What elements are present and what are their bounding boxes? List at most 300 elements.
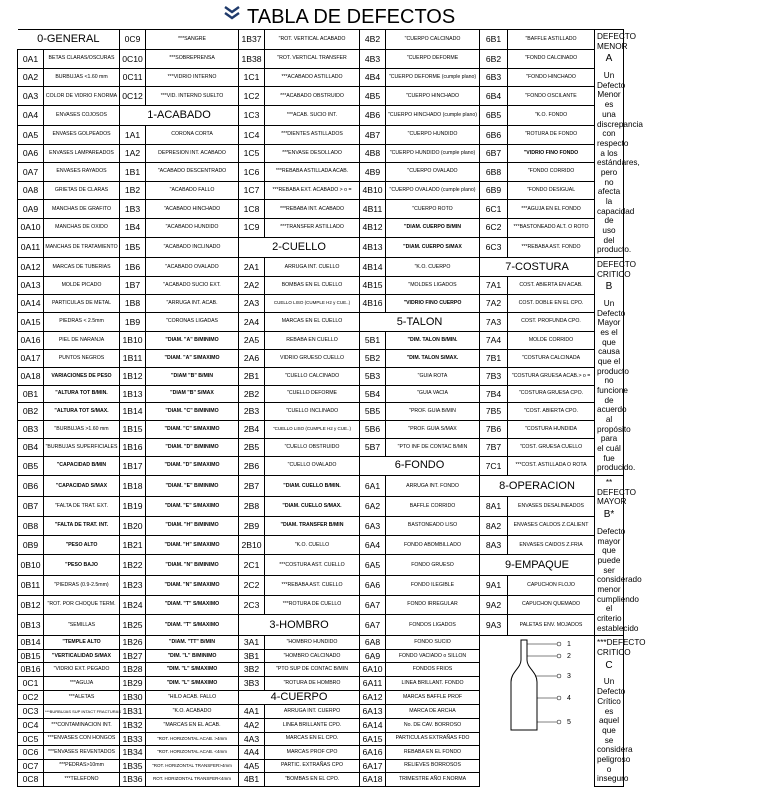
defect-code: 0B15 — [18, 649, 44, 663]
defect-description: "VERTICALIDAD S/MAX — [44, 649, 120, 663]
defect-code: 7B6 — [480, 421, 508, 439]
defect-code: 1B14 — [120, 403, 146, 421]
defect-description: ***ENVASES REVENTADOS — [44, 746, 120, 760]
defect-code: 1B16 — [120, 438, 146, 456]
defect-description: "VIDRIO FINO FONDO — [508, 144, 595, 163]
defect-code: 8A2 — [480, 516, 508, 535]
defect-code: 2A3 — [239, 295, 265, 313]
defect-description: "DIAM. "C" S/MAXIMO — [146, 421, 239, 439]
defect-description: ROT. HORIZONTAL TRANSFER<4mm — [146, 773, 239, 787]
defect-code: 1C6 — [239, 163, 265, 182]
legend-description: Un Defecto Mayor es el que causa que el producto no funcione de acuerdo al propósito para el cuál fue producido. — [597, 299, 636, 473]
table-row — [18, 732, 761, 746]
defect-code: 7A4 — [480, 332, 508, 350]
defect-legend-major-star — [595, 476, 642, 636]
defect-code: 0B11 — [18, 576, 44, 595]
defect-code: 7B3 — [480, 367, 508, 385]
defect-code: 4B4 — [360, 68, 386, 87]
defect-description: "COSTURA GRUESA ACAB.> o = — [508, 367, 595, 385]
defect-code: 2B9 — [239, 516, 265, 535]
defect-code: 0A13 — [18, 277, 44, 295]
defect-description: RELIEVES BORROSOS — [386, 759, 480, 773]
defect-code: 6A9 — [360, 649, 386, 663]
defect-code: 0B13 — [18, 615, 44, 636]
defect-code: 6B3 — [480, 68, 508, 87]
table-row — [18, 773, 761, 787]
defect-description: CUELLO LISO (CUMPLE H2 y CUE..) — [265, 295, 360, 313]
defect-code: 1C8 — [239, 200, 265, 219]
table-row — [18, 615, 761, 636]
defect-description: "VIDRIO FINO CUERPO — [386, 295, 480, 313]
defect-code: 4B8 — [360, 144, 386, 163]
defect-description: FONDOS LIGADOS — [386, 615, 480, 636]
defect-description: ***BASTONEADO ALT. O ROTO — [508, 219, 595, 238]
table-row — [18, 87, 761, 106]
defect-description: ENVASES CAIDOS Z.FRIA — [508, 535, 595, 554]
defect-description: PARTICULAS DE METAL — [44, 295, 120, 313]
defect-description: "CUELLO INCLINADO — [265, 403, 360, 421]
defect-description: BURBUJAS <1.60 mm — [44, 68, 120, 87]
defect-code: 2B10 — [239, 535, 265, 554]
defect-code: 6A4 — [360, 535, 386, 554]
defect-code: 1B33 — [120, 732, 146, 746]
defect-code: 3B2 — [239, 663, 265, 677]
defect-code: 7B1 — [480, 350, 508, 368]
defect-description: "FALTA DE TRAT. INT. — [44, 516, 120, 535]
defect-code: 0B6 — [18, 476, 44, 497]
defect-code: 6A6 — [360, 576, 386, 595]
defect-code: 1B2 — [120, 181, 146, 200]
defect-description: ***TELEFONO — [44, 773, 120, 787]
defect-description: FONDO VACIADO o SILLON — [386, 649, 480, 663]
defect-code: 9A3 — [480, 615, 508, 636]
defect-description: "ACABADO HUNDIDO — [146, 219, 239, 238]
defect-code: 2B8 — [239, 497, 265, 516]
defect-code: 1B11 — [120, 350, 146, 368]
defect-code: 1B31 — [120, 705, 146, 719]
defect-code: 2C2 — [239, 576, 265, 595]
defect-description: PUNTOS NEGROS — [44, 350, 120, 368]
defect-code: 1B18 — [120, 476, 146, 497]
defect-code: 1B37 — [239, 30, 265, 50]
defect-code: 0A5 — [18, 126, 44, 145]
defect-description: "CUERPO HUNDIDO — [386, 126, 480, 145]
defect-description: "FONDO CORRIDO — [508, 163, 595, 182]
defect-code: 6A5 — [360, 555, 386, 576]
defect-description: "CUELLO OBSTRUIDO — [265, 438, 360, 456]
defect-description: "DIAM. "N" S/MAXIMO — [146, 576, 239, 595]
defect-code: 7A2 — [480, 295, 508, 313]
defect-code: 2A2 — [239, 277, 265, 295]
defect-code: 6B6 — [480, 126, 508, 145]
defect-code: 1C1 — [239, 68, 265, 87]
defect-description: ***CONTAMINACION INT. — [44, 718, 120, 732]
defect-description: FONDO ABOMBILLADO — [386, 535, 480, 554]
defect-description: "DIAM. CUELLO B/MIN. — [265, 476, 360, 497]
defect-description: ***SOBREPRENSA — [146, 50, 239, 69]
defect-code: 1B12 — [120, 367, 146, 385]
defect-code: 6A16 — [360, 746, 386, 760]
defect-description: PIEDRAS < 2.5mm — [44, 312, 120, 331]
defect-code: 5B2 — [360, 350, 386, 368]
defect-description: ***ALETAS — [44, 690, 120, 705]
defect-code: 2B4 — [239, 421, 265, 439]
bottle-diagram-cell — [480, 636, 595, 773]
defect-code: 6B7 — [480, 144, 508, 163]
defect-code: 2B5 — [239, 438, 265, 456]
defect-description: CORONA CORTA — [146, 126, 239, 145]
defect-code: 6A3 — [360, 516, 386, 535]
defect-description: FONDO SUCIO — [386, 636, 480, 650]
defect-code: 0B5 — [18, 456, 44, 475]
defect-description: "ROT. VERTICAL ACABADO — [265, 30, 360, 50]
defect-code: 0A14 — [18, 295, 44, 313]
defect-code: 0B8 — [18, 516, 44, 535]
defect-code: 4B16 — [360, 295, 386, 313]
defect-code: 0A15 — [18, 312, 44, 331]
defect-code: 0A16 — [18, 332, 44, 350]
defect-code: 0A10 — [18, 219, 44, 238]
defect-code: 1B34 — [120, 746, 146, 760]
defect-description: ***VIDRIO INTERNO — [146, 68, 239, 87]
bottle-label-3: 3 — [567, 673, 571, 681]
defect-code: 2B6 — [239, 456, 265, 475]
defect-description: "COSTURA GRUESA CPO. — [508, 385, 595, 403]
defect-description: ENVASES COJOSOS — [44, 105, 120, 125]
defect-description: "ACABADO HINCHADO — [146, 200, 239, 219]
defect-description: "HOMBRO CALCINADO — [265, 649, 360, 663]
section-header: 1-ACABADO — [120, 105, 239, 125]
defect-description: VIDRIO GRUESO CUELLO — [265, 350, 360, 368]
defect-code: 2C1 — [239, 555, 265, 576]
defect-description: COLOR DE VIDRIO F.NORMA — [44, 87, 120, 106]
defect-description: "DIAM. "A" B/MINIMO — [146, 332, 239, 350]
defect-code: 0C10 — [120, 50, 146, 69]
defect-code: 1B35 — [120, 759, 146, 773]
table-row — [18, 535, 761, 554]
defect-code: 4B2 — [360, 30, 386, 50]
defect-description: "K.O. CUELLO — [265, 535, 360, 554]
defect-description: MANCHAS DE OXIDO — [44, 219, 120, 238]
defect-code: 6A15 — [360, 732, 386, 746]
defect-description: ARRUGA INT. FONDO — [386, 476, 480, 497]
defect-description: MARCAS BAFFLE PROF — [386, 690, 480, 705]
defect-code: 1B5 — [120, 237, 146, 257]
section-header: 7-COSTURA — [480, 257, 595, 276]
defect-description: "DIM. "L" S/MAXIMO — [146, 663, 239, 677]
legend-description: Un Defecto Menor es una discrepancia con respecto a los estándares, pero no afecta la capacidad de uso del producto. — [597, 71, 643, 255]
defect-description: "VIDRIO EXT. PEGADO — [44, 663, 120, 677]
defect-description: "K.O. CUERPO — [386, 257, 480, 276]
defect-description: "BURBUJAS >1.60 mm — [44, 421, 120, 439]
defect-code: 5B3 — [360, 367, 386, 385]
table-row — [18, 312, 761, 331]
table-row — [18, 385, 761, 403]
defect-description: "CUERPO DEFORME (cumple plano) — [386, 68, 480, 87]
defect-description: REBABA EN CUELLO — [265, 332, 360, 350]
defect-description: "HOMBRO HUNDIDO — [265, 636, 360, 650]
defect-description: MARCA DE ARCHA — [386, 705, 480, 719]
defect-code: 1B6 — [120, 257, 146, 276]
defect-description: REBABA EN EL FONDO — [386, 746, 480, 760]
section-header: 8-OPERACION — [480, 476, 595, 497]
defects-table — [17, 29, 761, 787]
defect-description: MOLDE PICADO — [44, 277, 120, 295]
defect-description: "CAPACIDAD S/MAX — [44, 476, 120, 497]
defect-description: "COST. ABIERTA CPO. — [508, 403, 595, 421]
section-header: 2-CUELLO — [239, 237, 360, 257]
defect-code: 0C3 — [18, 705, 44, 719]
defect-code: 4B6 — [360, 105, 386, 125]
defect-code: 7A1 — [480, 277, 508, 295]
defect-code: 0A4 — [18, 105, 44, 125]
table-row — [18, 277, 761, 295]
defect-code: 0B16 — [18, 663, 44, 677]
defect-description: "PROF. GUIA B/MIN — [386, 403, 480, 421]
header — [0, 4, 768, 32]
defect-code: 0A3 — [18, 87, 44, 106]
defect-description: "ROTURA DE HOMBRO — [265, 677, 360, 691]
defect-code: 6A11 — [360, 677, 386, 691]
defect-description: "DIAM. "C" B/MINIMO — [146, 403, 239, 421]
defect-description: PIEL DE NARANJA — [44, 332, 120, 350]
defect-description: ***AGUJA — [44, 677, 120, 691]
table-row — [18, 126, 761, 145]
defect-code: 0A9 — [18, 200, 44, 219]
defect-code: 2B3 — [239, 403, 265, 421]
defect-description: BETAS CLARAS/OSCURAS — [44, 50, 120, 69]
defect-description: "DIAM. "H" B/MINIMO — [146, 516, 239, 535]
bottle-label-5: 5 — [567, 719, 571, 727]
defect-description: "CAPACIDAD B/MIN — [44, 456, 120, 475]
defect-code: 5B7 — [360, 438, 386, 456]
table-row — [18, 497, 761, 516]
defect-description: "CUERPO OVALADO — [386, 163, 480, 182]
defect-description: ***ENVASES CON HONGOS — [44, 732, 120, 746]
table-row — [18, 456, 761, 475]
defect-code: 4B10 — [360, 181, 386, 200]
table-row — [18, 595, 761, 614]
defect-description: "SEMILLAS — [44, 615, 120, 636]
defect-description: FONDO IRREGULAR — [386, 595, 480, 614]
defect-description: MANCHAS DE TRATAMIENTO — [44, 237, 120, 257]
defect-code: 7B5 — [480, 403, 508, 421]
legend-heading: ***DEFECTO CRITICO — [597, 638, 646, 658]
legend-heading: DEFECTO CRITICO — [597, 259, 636, 279]
defect-description: COST. PROFUNDA CPO. — [508, 312, 595, 331]
section-header: 4-CUERPO — [239, 690, 360, 705]
defect-description: PARTICULAS EXTRAÑAS FDO — [386, 732, 480, 746]
defect-description: ***AGUJA EN EL FONDO — [508, 200, 595, 219]
defect-description: "CUERPO ROTO — [386, 200, 480, 219]
defect-description: "ROT. POR CHOQUE TERM. — [44, 595, 120, 614]
defect-description: ***ACAB. SUCIO INT. — [265, 105, 360, 125]
table-row — [18, 438, 761, 456]
defect-code: 6A1 — [360, 476, 386, 497]
defect-description: "DIAM. "D" S/MAXIMO — [146, 456, 239, 475]
table-row — [18, 30, 761, 50]
table-row — [18, 50, 761, 69]
defect-code: 1B23 — [120, 576, 146, 595]
defect-description: ***TRANSFER ASTILLADO — [265, 219, 360, 238]
defect-description: "CORONAS LIGADAS — [146, 312, 239, 331]
defect-description: FONDO GRUESO — [386, 555, 480, 576]
defect-description: LINEA BRILLANT. FONDO — [386, 677, 480, 691]
defect-code: 2A6 — [239, 350, 265, 368]
defect-code: 7B7 — [480, 438, 508, 456]
defect-description: "DIM. TALON B/MIN. — [386, 332, 480, 350]
legend-heading: DEFECTO MENOR — [597, 32, 636, 51]
defect-description: "DIAM. "E" S/MAXIMO — [146, 497, 239, 516]
defect-code: 5B5 — [360, 403, 386, 421]
table-row — [18, 350, 761, 368]
defect-description: "ACABADO OVALADO — [146, 257, 239, 276]
defect-description: MOLDE CORRIDO — [508, 332, 595, 350]
defect-description: MARCAS DE TUBERIAS — [44, 257, 120, 276]
defect-code: 1C7 — [239, 181, 265, 200]
defect-code: 0B14 — [18, 636, 44, 650]
page-title: TABLA DE DEFECTOS — [247, 6, 456, 28]
defect-code: 1B19 — [120, 497, 146, 516]
defect-code: 0A1 — [18, 50, 44, 69]
defect-code: 0C9 — [120, 30, 146, 50]
defect-code: 0C8 — [18, 773, 44, 787]
defect-code: 6B4 — [480, 87, 508, 106]
defect-description: "DIAM. CUELLO S/MAX. — [265, 497, 360, 516]
defect-code: 7A3 — [480, 312, 508, 331]
defect-description: "CUELLO DEFORME — [265, 385, 360, 403]
defect-code: 0A2 — [18, 68, 44, 87]
defect-code: 1B21 — [120, 535, 146, 554]
defect-code: 2C3 — [239, 595, 265, 614]
defect-description: "K.O. FONDO — [508, 105, 595, 125]
table-row — [18, 332, 761, 350]
table-row — [18, 200, 761, 219]
defect-code: 4A1 — [239, 705, 265, 719]
defect-description: "PROF. GUIA S/MAX — [386, 421, 480, 439]
table-row — [18, 105, 761, 125]
table-row — [18, 677, 761, 691]
defect-description: "CUELLO CALCINADO — [265, 367, 360, 385]
bottle-outline — [511, 640, 537, 730]
defect-code: 6A13 — [360, 705, 386, 719]
defect-code: 9A2 — [480, 595, 508, 614]
defect-description: CAPUCHON QUEMADO — [508, 595, 595, 614]
table-row — [18, 295, 761, 313]
defect-description: "PIEDRAS (0.9-2.5mm) — [44, 576, 120, 595]
defect-code: 0B10 — [18, 555, 44, 576]
defect-code: 0C1 — [18, 677, 44, 691]
defect-description: ARRUGA INT. CUELLO — [265, 257, 360, 276]
defect-description: "PTO INF DE CONTAC B/MIN — [386, 438, 480, 456]
defect-description: "TEMPLE ALTO — [44, 636, 120, 650]
defect-description: "CUERPO HUNDIDO (cumple plano) — [386, 144, 480, 163]
defect-description: ***BURBUJAS SUP INTACT FRACTURAS — [44, 705, 120, 719]
defect-description: "DIAM. TRANSFER B/MIN — [265, 516, 360, 535]
defect-description: "COST. GRUESA CUELLO — [508, 438, 595, 456]
defect-code: 6A17 — [360, 759, 386, 773]
defect-description: "MARCAS EN EL ACAB. — [146, 718, 239, 732]
defect-code: 4A4 — [239, 746, 265, 760]
defect-description: COST. ABIERTA EN ACAB. — [508, 277, 595, 295]
defect-code: 6A10 — [360, 663, 386, 677]
table-row — [18, 144, 761, 163]
defect-description: ***ROTURA DE CUELLO — [265, 595, 360, 614]
defect-code: 6A8 — [360, 636, 386, 650]
defect-code: 0B3 — [18, 421, 44, 439]
defect-code: 1A2 — [120, 144, 146, 163]
defect-code: 6B8 — [480, 163, 508, 182]
defect-description: "DIAM. CUERPO B/MIN — [386, 219, 480, 238]
defect-description: "CUELLO LISO (CUMPLE H2 y CUE..) — [265, 421, 360, 439]
defect-description: "BOMBAS EN EL CPO. — [265, 773, 360, 787]
defect-description: "DIM. TALON S/MAX. — [386, 350, 480, 368]
defect-code: 4B15 — [360, 277, 386, 295]
defect-code: 6A12 — [360, 690, 386, 705]
defect-code: 6C1 — [480, 200, 508, 219]
section-header: 5-TALON — [360, 312, 480, 331]
defect-description: "CUELLO OVALADO — [265, 456, 360, 475]
defect-description: ***REBABA AST. CUELLO — [265, 576, 360, 595]
defect-code: 1B13 — [120, 385, 146, 403]
defect-code: 1B32 — [120, 718, 146, 732]
defect-code: 6B1 — [480, 30, 508, 50]
defect-code: 1B24 — [120, 595, 146, 614]
defect-description: "DIAM. "T" S/MAXIMO — [146, 615, 239, 636]
defect-code: 0B4 — [18, 438, 44, 456]
defect-code: 4B7 — [360, 126, 386, 145]
defect-description: "PESO BAJO — [44, 555, 120, 576]
defect-code: 6B5 — [480, 105, 508, 125]
table-row — [18, 476, 761, 497]
defect-description: "K.O. ACABADO — [146, 705, 239, 719]
chevron-down-icon — [224, 6, 240, 20]
defect-description: ***REBABA ASTILLADA ACAB. — [265, 163, 360, 182]
defect-code: 9A1 — [480, 576, 508, 595]
defect-description: ***REBABA EXT. ACABADO > o = — [265, 181, 360, 200]
defect-code: 0C12 — [120, 87, 146, 106]
defect-code: 0A17 — [18, 350, 44, 368]
table-row — [18, 257, 761, 276]
legend-letter: C — [605, 659, 613, 671]
table-row — [18, 163, 761, 182]
defect-code: 8A1 — [480, 497, 508, 516]
defect-code: 0A7 — [18, 163, 44, 182]
defect-code: 0A18 — [18, 367, 44, 385]
defect-description: "ACABADO INCLINADO — [146, 237, 239, 257]
section-header: 6-FONDO — [360, 456, 480, 475]
defect-description: MARCAS EN EL CPO. — [265, 732, 360, 746]
defect-code: 0A12 — [18, 257, 44, 276]
defect-description: "PTO SUP DE CONTAC B/MIN — [265, 663, 360, 677]
defect-description: "ROT. HORIZONTAL ACAB. <4mm — [146, 746, 239, 760]
defect-code: 5B4 — [360, 385, 386, 403]
defect-code: 4B9 — [360, 163, 386, 182]
defect-code: 5B6 — [360, 421, 386, 439]
defect-code: 1C4 — [239, 126, 265, 145]
defect-legend-critical — [595, 636, 646, 787]
defect-code: 1B29 — [120, 677, 146, 691]
legend-heading: ** DEFECTO MAYOR — [597, 478, 636, 507]
defect-description: "CUERPO OVALADO (cumple plano) — [386, 181, 480, 200]
defect-code: 1B27 — [120, 649, 146, 663]
defect-code: 7B4 — [480, 385, 508, 403]
defect-code: 1B20 — [120, 516, 146, 535]
defect-code: 1C2 — [239, 87, 265, 106]
defect-description: ***ENVASE DESOLLADO — [265, 144, 360, 163]
defect-code: 1B8 — [120, 295, 146, 313]
defect-description: ENVASES LAMPAREADOS — [44, 144, 120, 163]
